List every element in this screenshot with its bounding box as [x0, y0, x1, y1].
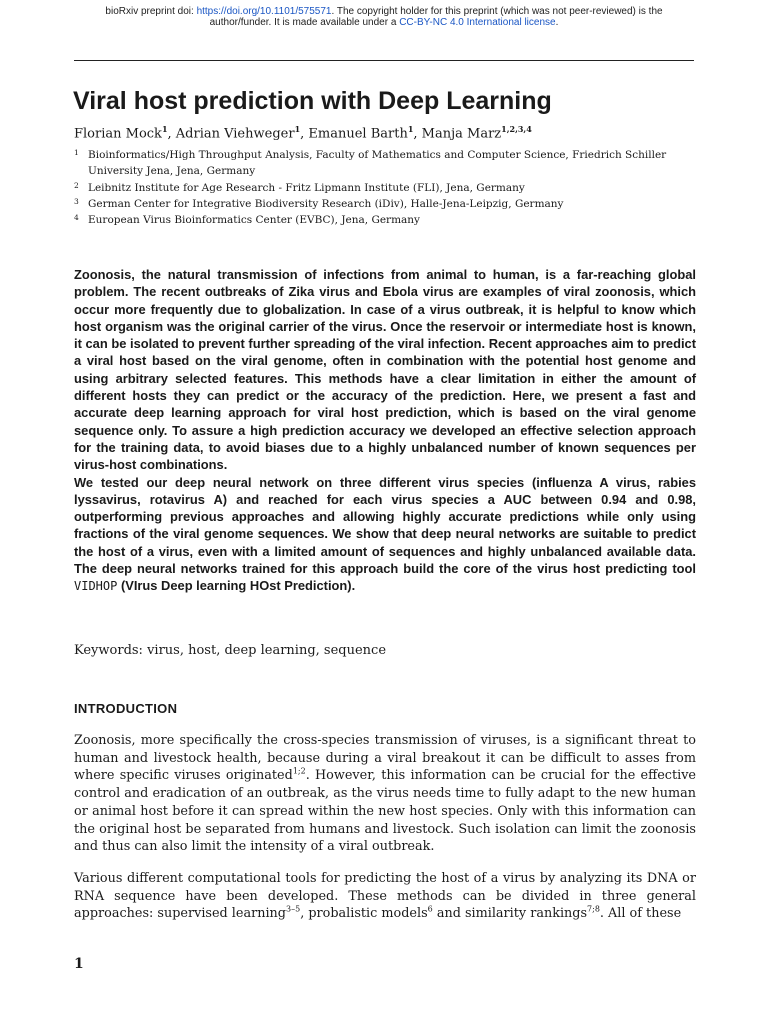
introduction-paragraph-1 [74, 732, 696, 856]
citation-marker[interactable]: 1;2 [292, 767, 306, 777]
tool-name: VIDHOP [74, 579, 118, 594]
affiliation-text: Leibnitz Institute for Age Research - Fritz Lipmann Institute (FLI), Jena, Germany [88, 181, 525, 194]
abstract-paragraph-1: Zoonosis, the natural transmission of infections from animal to human, is a far-reaching global problem. The recent outbreaks of Zika virus and Ebola virus are examples of viral zoonosis, which occur more frequently due to globalization. In case of a virus outbreak, it is helpful to know which host organism was the original carrier of the virus. Once the reservoir or intermediate host is known, it can be isolated to prevent further spreading of the viral infection. Recent approaches aim to predict a viral host based on the viral genome, often in combination with the potential host genome and using arbitrary selected features. This methods have a clear limitation in either the amount of different hosts they can predict or the accuracy of the prediction. Here, we present a fast and accurate deep learning approach for viral host prediction, which is based on the viral genome sequence only. To assure a high prediction accuracy we developed an effective selection approach for the training data, to avoid biases due to a highly unbalanced number of known sequences per virus-host combinations. [74, 267, 696, 473]
affiliation-text: Bioinformatics/High Throughput Analysis, Faculty of Mathematics and Computer Science, Friedrich Schiller University Jena, Jena, Germany [88, 149, 667, 178]
doi-link[interactable]: https://doi.org/10.1101/575571 [196, 6, 332, 17]
abstract-text: We tested our deep neural network on three different virus species (influenza A virus, rabies lyssavirus, rotavirus A) and reached for each virus species a AUC between 0.94 and 0.98, outperforming previous approaches and allowing highly accurate predictions while only using fractions of the viral genome sequences. We show that deep neural networks are suitable to predict the host of a virus, even with a limited amount of sequences and highly unbalanced available data. The deep neural networks trained for this approach build the core of the virus host predicting tool [74, 474, 696, 577]
preprint-prefix: bioRxiv preprint doi: [105, 6, 197, 17]
author-name: Florian Mock [74, 126, 162, 142]
affiliation-number: 2 [74, 180, 79, 190]
affiliation-text: European Virus Bioinformatics Center (EVBC), Jena, Germany [88, 214, 420, 227]
paragraph-text: . However, this information can be crucial for the effective control and eradication of an outbreak, as the virus needs time to fully adapt to the new human or animal host before it can spread within the new host species. Only with this information can the original host be separated from humans and livestock. Such isolation can limit the zoonosis and thus can also limit the intensity of a viral outbreak. [74, 768, 696, 855]
author-affiliation-marker: 1 [161, 124, 168, 134]
author-name: Emanuel Barth [308, 126, 408, 142]
citation-marker[interactable]: 6 [427, 905, 433, 915]
author-name: Adrian Viehweger [175, 126, 295, 142]
author-affiliation-marker: 1 [407, 124, 414, 134]
author-list: Florian Mock$^1$, Adrian Viehweger$^1$, Emanuel Barth$^1$, Manja Marz$^{1,2,3,4}$ [74, 124, 532, 142]
abstract [74, 266, 696, 596]
preprint-notice [60, 6, 708, 28]
paragraph-text: Various different computational tools for predicting the host of a virus by analyzing its DNA or RNA sequence have been developed. These methods can be divided in three general approaches: supervised learning [74, 871, 696, 922]
affiliation-item [74, 196, 704, 212]
affiliation-item [74, 212, 704, 228]
citation-marker[interactable]: 7;8 [587, 905, 600, 915]
license-suffix: . [555, 17, 559, 28]
paragraph-text: Zoonosis, more specifically the cross-species transmission of viruses, is a significant threat to human and livestock health, because during a viral breakout it can be difficult to asses from where specific viruses originated [74, 733, 696, 784]
license-prefix: author/funder. It is made available under a [209, 17, 400, 28]
citation-marker[interactable]: 3–5 [286, 905, 301, 915]
author-name: Manja Marz [421, 126, 502, 142]
keywords: Keywords: virus, host, deep learning, sequence [74, 643, 387, 658]
page-number: 1 [74, 956, 84, 972]
affiliation-list [74, 147, 704, 228]
abstract-text-end: (VIrus Deep learning HOst Prediction). [117, 578, 356, 594]
paper-title: Viral host prediction with Deep Learning [73, 87, 552, 115]
preprint-copyright: . The copyright holder for this preprint (which was not peer-reviewed) is the [331, 6, 663, 17]
preprint-notice-line1 [60, 6, 708, 17]
author-affiliation-marker: 1 [294, 124, 301, 134]
author-affiliation-marker: 1,2,3,4 [501, 124, 532, 134]
introduction-paragraph-2 [74, 870, 696, 923]
header-rule [74, 60, 694, 61]
affiliation-text: German Center for Integrative Biodiversity Research (iDiv), Halle-Jena-Leipzig, Germany [88, 197, 564, 210]
paragraph-text: . All of these [599, 906, 682, 922]
affiliation-number: 4 [74, 213, 79, 223]
abstract-paragraph-2 [74, 474, 696, 596]
paragraph-text: and similarity rankings [432, 906, 588, 922]
paragraph-text: , probalistic models [300, 906, 428, 922]
affiliation-number: 1 [74, 148, 79, 157]
license-link[interactable]: CC-BY-NC 4.0 International license [399, 17, 556, 28]
affiliation-item [74, 180, 704, 196]
affiliation-number: 3 [74, 196, 79, 206]
preprint-notice-line2 [60, 17, 708, 28]
affiliation-item [74, 147, 704, 180]
section-heading-introduction: INTRODUCTION [74, 701, 178, 716]
